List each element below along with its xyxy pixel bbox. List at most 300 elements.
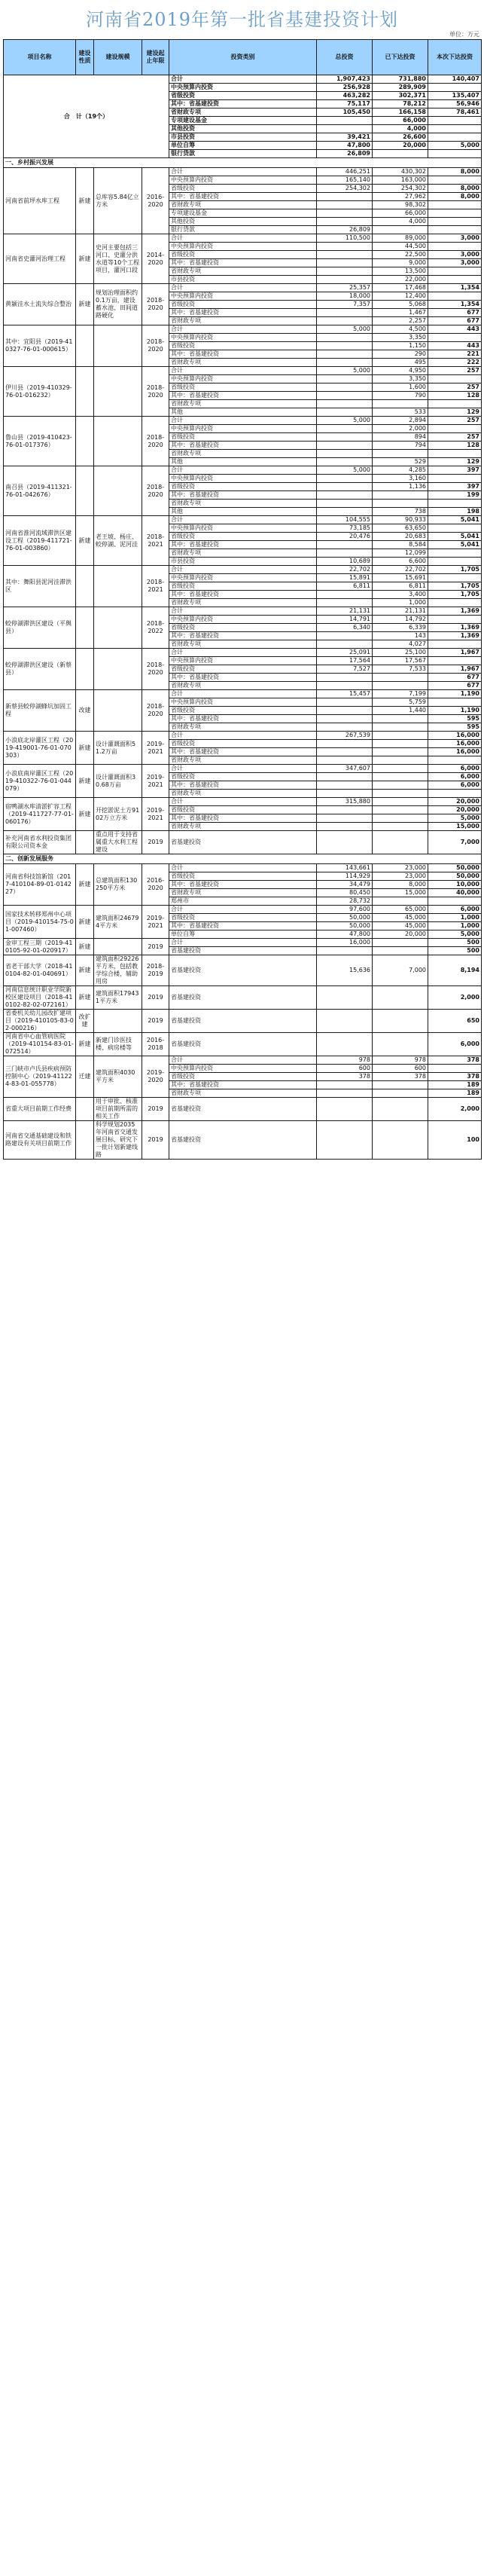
project-scale [94, 325, 142, 367]
done-cell: 6,339 [373, 624, 428, 632]
total-cell: 114,929 [317, 872, 373, 881]
total-cell [317, 1081, 373, 1089]
done-cell: 790 [373, 392, 428, 400]
type-cell: 省级投资 [169, 483, 317, 491]
type-cell: 其中：省基建投资 [169, 674, 317, 682]
current-cell: 8,000 [428, 193, 482, 201]
project-nature: 新建 [76, 906, 94, 939]
total-cell: 47,800 [317, 142, 373, 150]
project-name: 宿鸭湖水库清淤扩容工程（2019-411727-77-01-060176） [4, 798, 76, 831]
type-cell: 省级投资 [169, 251, 317, 259]
type-cell: 省财政专项 [169, 889, 317, 897]
type-cell: 专项建设基金 [169, 117, 317, 125]
project-years: 2019-2021 [142, 906, 169, 939]
type-cell: 省财政专项 [169, 359, 317, 367]
project-scale: 用于审批、核准项目前期所需的相关工作 [94, 1098, 142, 1121]
type-cell: 省级投资 [169, 533, 317, 541]
header-scale: 建设规模 [94, 40, 142, 75]
project-name: 小浪底南岸灌区工程（2019-410322-76-01-044079） [4, 765, 76, 798]
type-cell: 中央预算内投资 [169, 425, 317, 433]
current-cell [428, 400, 482, 408]
current-cell: 78,461 [428, 108, 482, 117]
done-cell: 2,894 [373, 417, 428, 425]
current-cell: 397 [428, 466, 482, 475]
done-cell: 12,099 [373, 549, 428, 558]
done-cell [373, 226, 428, 234]
total-cell: 105,450 [317, 108, 373, 117]
current-cell: 2,000 [428, 1098, 482, 1121]
done-cell: 22,702 [373, 566, 428, 574]
done-cell: 1,440 [373, 707, 428, 715]
current-cell [428, 599, 482, 607]
total-cell: 25,091 [317, 649, 373, 657]
current-cell [428, 549, 482, 558]
type-cell: 其中：省基建投资 [169, 1081, 317, 1089]
done-cell: 6,811 [373, 582, 428, 591]
project-nature: 新建 [76, 1033, 94, 1056]
current-cell [428, 84, 482, 92]
done-cell: 4,000 [373, 125, 428, 133]
done-cell: 8,000 [373, 881, 428, 889]
done-cell [373, 814, 428, 823]
done-cell: 12,400 [373, 292, 428, 301]
type-cell: 省级投资 [169, 582, 317, 591]
done-cell: 22,000 [373, 276, 428, 284]
current-cell [428, 125, 482, 133]
table-body [4, 75, 482, 1160]
total-cell: 5,000 [317, 367, 373, 375]
type-cell: 其中：省基建投资 [169, 541, 317, 549]
table-row [4, 955, 482, 986]
current-cell: 677 [428, 674, 482, 682]
type-cell: 合计 [169, 607, 317, 616]
done-cell [373, 790, 428, 798]
done-cell: 430,302 [373, 168, 428, 176]
type-cell: 中央预算内投资 [169, 475, 317, 483]
total-cell: 256,928 [317, 84, 373, 92]
done-cell: 290 [373, 350, 428, 359]
current-cell [428, 218, 482, 226]
type-cell: 合计 [169, 367, 317, 375]
done-cell [373, 732, 428, 740]
total-cell [317, 549, 373, 558]
current-cell: 650 [428, 1010, 482, 1033]
done-cell [373, 765, 428, 773]
table-row [4, 732, 482, 740]
current-cell [428, 201, 482, 209]
section-label: 一、乡村振兴发展 [4, 158, 482, 168]
current-cell [428, 292, 482, 301]
done-cell [373, 450, 428, 458]
total-cell: 16,000 [317, 939, 373, 947]
done-cell: 4,950 [373, 367, 428, 375]
total-cell: 5,000 [317, 325, 373, 334]
done-cell [373, 491, 428, 500]
type-cell: 合计 [169, 690, 317, 698]
total-cell [317, 1098, 373, 1121]
project-name: 省重大项目前期工作经费 [4, 1098, 76, 1121]
total-cell [317, 458, 373, 466]
project-years: 2018-2019 [142, 955, 169, 986]
current-cell: 1,967 [428, 665, 482, 674]
total-cell: 73,185 [317, 524, 373, 533]
total-cell [317, 790, 373, 798]
done-cell: 14,792 [373, 616, 428, 624]
done-cell: 529 [373, 458, 428, 466]
total-cell [317, 640, 373, 649]
done-cell [373, 831, 428, 854]
project-years: 2018-2020 [142, 367, 169, 417]
project-name: 金审工程三期（2019-410105-92-01-020917） [4, 939, 76, 955]
type-cell: 省财政专项 [169, 823, 317, 831]
current-cell [428, 640, 482, 649]
project-scale: 总建筑面积130250平方米 [94, 864, 142, 906]
type-cell: 其中：省基建投资 [169, 814, 317, 823]
done-cell [373, 1121, 428, 1160]
total-cell [317, 682, 373, 690]
type-cell: 其他 [169, 408, 317, 417]
current-cell: 1,369 [428, 624, 482, 632]
total-cell [317, 375, 373, 383]
type-cell: 合计 [169, 516, 317, 524]
current-cell: 189 [428, 1081, 482, 1089]
current-cell [428, 450, 482, 458]
table-row [4, 649, 482, 657]
done-cell [373, 715, 428, 723]
project-name: 河南省交通基础建设和铁路建设有关项目前期工作 [4, 1121, 76, 1160]
current-cell: 257 [428, 433, 482, 442]
done-cell [373, 798, 428, 806]
project-years: 2019 [142, 1010, 169, 1033]
project-scale: 建筑面积179431平方米 [94, 986, 142, 1010]
done-cell: 143 [373, 632, 428, 640]
total-cell [317, 442, 373, 450]
project-years: 2018-2022 [142, 607, 169, 649]
done-cell [373, 723, 428, 732]
investment-table [3, 39, 482, 1160]
total-cell [317, 986, 373, 1010]
done-cell [373, 806, 428, 814]
type-cell: 省财政专项 [169, 317, 317, 325]
done-cell: 25,100 [373, 649, 428, 657]
current-cell: 677 [428, 317, 482, 325]
project-years: 2019-2021 [142, 732, 169, 765]
project-years: 2019 [142, 1098, 169, 1121]
type-cell: 省基建投资 [169, 831, 317, 854]
total-cell: 47,800 [317, 930, 373, 939]
current-cell: 1,190 [428, 707, 482, 715]
total-cell [317, 707, 373, 715]
done-cell: 1,136 [373, 483, 428, 491]
project-years: 2019-2020 [142, 1056, 169, 1098]
table-row [4, 566, 482, 574]
type-cell: 中央预算内投资 [169, 176, 317, 185]
current-cell: 1,705 [428, 582, 482, 591]
project-nature: 新建 [76, 986, 94, 1010]
type-cell: 省财政专项 [169, 682, 317, 690]
current-cell: 199 [428, 491, 482, 500]
current-cell: 1,190 [428, 690, 482, 698]
project-nature: 新建 [76, 939, 94, 955]
type-cell: 其他投资 [169, 218, 317, 226]
total-cell [317, 632, 373, 640]
total-cell: 254,302 [317, 185, 373, 193]
current-cell: 1,967 [428, 649, 482, 657]
current-cell: 129 [428, 458, 482, 466]
done-cell: 17,468 [373, 284, 428, 292]
done-cell: 20,000 [373, 142, 428, 150]
current-cell: 50,000 [428, 872, 482, 881]
current-cell: 1,354 [428, 284, 482, 292]
total-cell: 143,661 [317, 864, 373, 872]
project-years: 2019 [142, 986, 169, 1010]
total-cell [317, 342, 373, 350]
current-cell: 6,000 [428, 773, 482, 781]
total-cell [317, 698, 373, 707]
total-cell [317, 591, 373, 599]
project-scale: 建筑面积4030平方米 [94, 1056, 142, 1098]
project-nature: 新建 [76, 798, 94, 831]
total-cell: 39,421 [317, 133, 373, 142]
total-cell: 978 [317, 1056, 373, 1065]
type-cell: 省财政专项 [169, 500, 317, 508]
header-total: 总投资 [317, 40, 373, 75]
type-cell: 中央预算内投资 [169, 375, 317, 383]
done-cell [373, 500, 428, 508]
total-cell: 21,131 [317, 607, 373, 616]
project-name: 其中：宜阳县（2019-410327-76-01-000615） [4, 325, 76, 367]
current-cell: 8,194 [428, 955, 482, 986]
done-cell: 9,000 [373, 259, 428, 267]
type-cell: 银行贷款 [169, 226, 317, 234]
done-cell: 1,000 [373, 599, 428, 607]
done-cell: 1,467 [373, 309, 428, 317]
total-cell: 600 [317, 1065, 373, 1073]
table-row [4, 798, 482, 806]
current-cell [428, 616, 482, 624]
done-cell: 3,350 [373, 375, 428, 383]
current-cell [428, 756, 482, 765]
type-cell: 中央预算内投资 [169, 334, 317, 342]
type-cell: 其中：省基建投资 [169, 309, 317, 317]
type-cell: 其中：省基建投资 [169, 781, 317, 790]
project-nature [76, 325, 94, 367]
type-cell: 中央预算内投资 [169, 574, 317, 582]
project-nature: 改建 [76, 690, 94, 732]
project-scale [94, 690, 142, 732]
project-nature: 新建 [76, 732, 94, 765]
total-cell [317, 1033, 373, 1056]
type-cell: 合计 [169, 732, 317, 740]
table-row [4, 234, 482, 243]
type-cell: 其中：省基建投资 [169, 491, 317, 500]
project-years: 2016-2020 [142, 168, 169, 234]
current-cell [428, 698, 482, 707]
type-cell: 省级投资 [169, 185, 317, 193]
type-cell: 合计 [169, 466, 317, 475]
project-name: 三门峡市卢氏县疾病预防控制中心（2019-411224-83-01-055778） [4, 1056, 76, 1098]
project-scale [94, 566, 142, 607]
current-cell [428, 500, 482, 508]
type-cell: 省财政专项 [169, 549, 317, 558]
done-cell: 7,533 [373, 665, 428, 674]
done-cell [373, 748, 428, 756]
current-cell: 50,000 [428, 864, 482, 872]
done-cell: 731,880 [373, 75, 428, 84]
table-row [4, 284, 482, 292]
project-scale: 开挖淤泥土方9102万立方米 [94, 798, 142, 831]
current-cell: 20,000 [428, 806, 482, 814]
project-name: 其中：舞阳县泥河洼滞洪区 [4, 566, 76, 607]
header-nature: 建设性质 [76, 40, 94, 75]
project-name: 黄颍洼水土流失综合整治 [4, 284, 76, 325]
current-cell: 221 [428, 350, 482, 359]
total-cell: 28,732 [317, 897, 373, 906]
total-cell: 7,527 [317, 665, 373, 674]
type-cell: 中央预算内投资 [169, 657, 317, 665]
done-cell [373, 823, 428, 831]
project-scale [94, 367, 142, 417]
project-name: 河南省中心血管病医院（2019-410154-83-01-072514） [4, 1033, 76, 1056]
project-years: 2019-2021 [142, 798, 169, 831]
project-years: 2018-2020 [142, 690, 169, 732]
current-cell [428, 558, 482, 566]
current-cell: 222 [428, 359, 482, 367]
project-nature [76, 367, 94, 417]
table-row [4, 1033, 482, 1056]
total-cell [317, 715, 373, 723]
total-cell [317, 450, 373, 458]
total-cell [317, 1121, 373, 1160]
type-cell: 其他 [169, 458, 317, 466]
total-cell: 50,000 [317, 914, 373, 922]
type-cell: 省基建投资 [169, 1098, 317, 1121]
done-cell: 45,000 [373, 922, 428, 930]
type-cell: 其中：省基建投资 [169, 392, 317, 400]
done-cell: 45,000 [373, 914, 428, 922]
type-cell: 其他 [169, 508, 317, 516]
total-cell [317, 748, 373, 756]
type-cell: 其中：省基建投资 [169, 881, 317, 889]
done-cell [373, 756, 428, 765]
project-years: 2016-2018 [142, 1033, 169, 1056]
total-cell [317, 400, 373, 408]
summary-label: 合 计（19个） [4, 75, 169, 158]
done-cell: 3,350 [373, 334, 428, 342]
project-nature [76, 831, 94, 854]
total-cell: 97,600 [317, 906, 373, 914]
section-row [4, 854, 482, 864]
current-cell: 16,000 [428, 732, 482, 740]
done-cell: 27,962 [373, 193, 428, 201]
project-nature [76, 1098, 94, 1121]
header-done: 已下达投资 [373, 40, 428, 75]
project-name: 补充河南省水利投资集团有限公司资本金 [4, 831, 76, 854]
project-nature: 新建 [76, 284, 94, 325]
table-row [4, 1010, 482, 1033]
project-nature [76, 566, 94, 607]
done-cell: 289,909 [373, 84, 428, 92]
done-cell: 533 [373, 408, 428, 417]
total-cell: 26,809 [317, 226, 373, 234]
done-cell [373, 1033, 428, 1056]
type-cell: 省级投资 [169, 740, 317, 748]
project-name: 省老干部大学（2018-410104-82-01-040691） [4, 955, 76, 986]
done-cell: 63,650 [373, 524, 428, 533]
total-cell [317, 259, 373, 267]
total-cell [317, 483, 373, 491]
total-cell [317, 117, 373, 125]
type-cell: 中央预算内投资 [169, 698, 317, 707]
type-cell: 合计 [169, 75, 317, 84]
current-cell: 3,000 [428, 234, 482, 243]
done-cell: 5,068 [373, 301, 428, 309]
type-cell: 中央预算内投资 [169, 84, 317, 92]
project-nature [76, 607, 94, 649]
total-cell: 50,000 [317, 922, 373, 930]
table-row [4, 939, 482, 947]
page-title: 河南省2019年第一批省基建投资计划 [85, 9, 399, 30]
type-cell: 其中：省基建投资 [169, 591, 317, 599]
done-cell: 2,257 [373, 317, 428, 325]
current-cell: 10,000 [428, 881, 482, 889]
project-scale [94, 939, 142, 955]
current-cell [428, 133, 482, 142]
done-cell: 90,933 [373, 516, 428, 524]
total-cell [317, 309, 373, 317]
type-cell: 省财政专项 [169, 450, 317, 458]
total-cell: 80,450 [317, 889, 373, 897]
type-cell: 省级投资 [169, 342, 317, 350]
total-cell [317, 500, 373, 508]
type-cell: 合计 [169, 1056, 317, 1065]
table-row [4, 607, 482, 616]
project-scale [94, 417, 142, 466]
project-scale: 新建门诊医技楼、病房楼等 [94, 1033, 142, 1056]
project-nature [76, 1121, 94, 1160]
done-cell: 23,000 [373, 872, 428, 881]
type-cell: 省级投资 [169, 92, 317, 100]
total-cell [317, 723, 373, 732]
current-cell: 3,000 [428, 251, 482, 259]
type-cell: 省级投资 [169, 1073, 317, 1081]
current-cell: 5,041 [428, 533, 482, 541]
type-cell: 中央预算内投资 [169, 1065, 317, 1073]
current-cell: 595 [428, 715, 482, 723]
done-cell: 66,000 [373, 117, 428, 125]
project-years: 2018-2020 [142, 649, 169, 690]
total-cell [317, 599, 373, 607]
done-cell: 65,000 [373, 906, 428, 914]
header-row [4, 40, 482, 75]
type-cell: 省财政专项 [169, 1089, 317, 1098]
done-cell: 23,000 [373, 864, 428, 872]
project-nature [76, 466, 94, 516]
type-cell: 省财政专项 [169, 756, 317, 765]
done-cell [373, 986, 428, 1010]
type-cell: 省基建投资 [169, 986, 317, 1010]
project-name: 河南省史灌河治理工程 [4, 234, 76, 284]
type-cell: 省财政专项 [169, 790, 317, 798]
type-cell: 合计 [169, 284, 317, 292]
done-cell: 78,212 [373, 100, 428, 108]
current-cell: 443 [428, 325, 482, 334]
total-cell: 1,907,423 [317, 75, 373, 84]
type-cell: 中央预算内投资 [169, 616, 317, 624]
total-cell [317, 806, 373, 814]
type-cell: 合计 [169, 325, 317, 334]
project-years: 2018-2020 [142, 466, 169, 516]
